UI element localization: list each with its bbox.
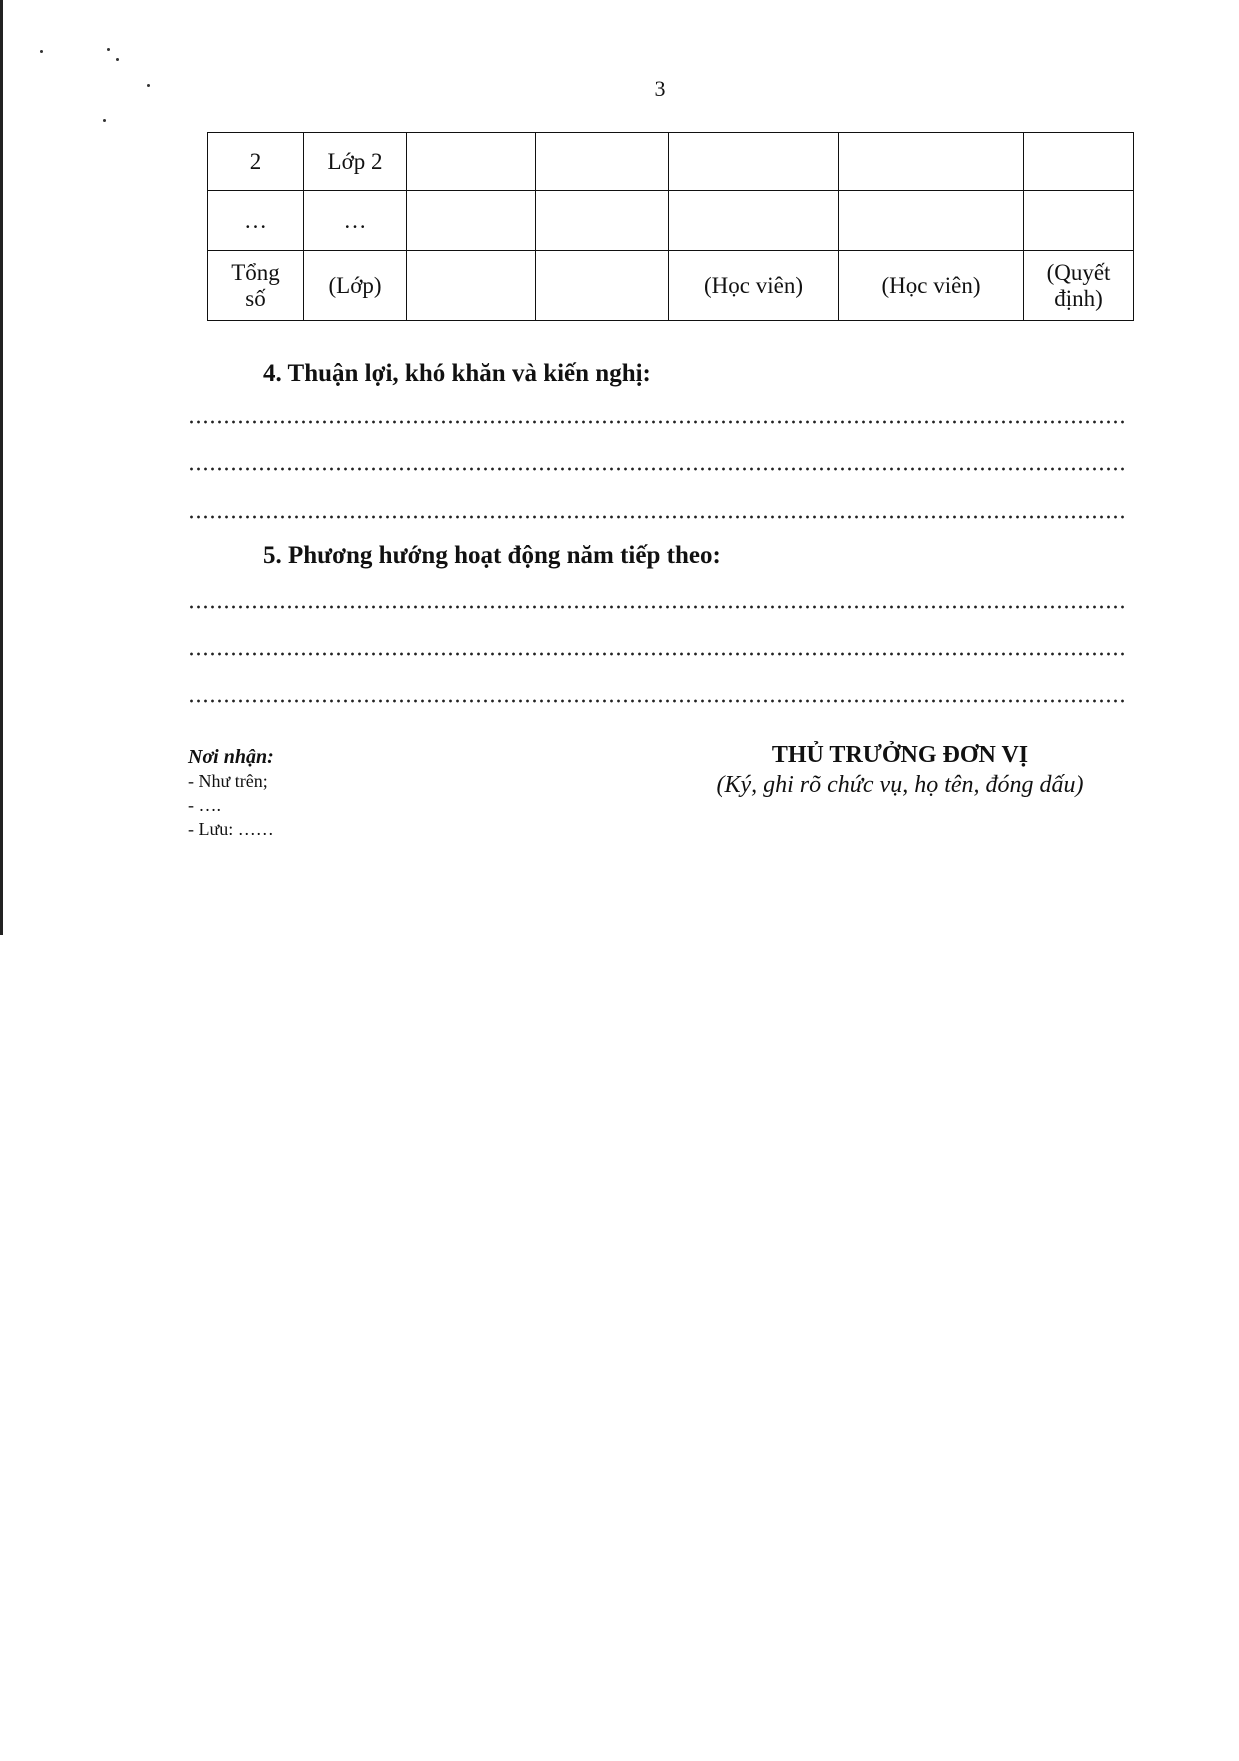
table-cell: (Quyết định) bbox=[1024, 251, 1134, 321]
scan-edge-line bbox=[0, 0, 3, 935]
table-cell bbox=[1024, 133, 1134, 191]
signature-role: THỦ TRƯỞNG ĐƠN VỊ bbox=[771, 742, 1029, 768]
dotted-fill-line bbox=[188, 419, 1128, 425]
recipient-item: - Như trên; bbox=[188, 771, 268, 791]
table-cell bbox=[407, 133, 536, 191]
section4-heading: 4. Thuận lợi, khó khăn và kiến nghị: bbox=[263, 360, 651, 387]
table-cell: (Học viên) bbox=[669, 251, 839, 321]
table-cell: (Lớp) bbox=[304, 251, 407, 321]
dotted-fill-line bbox=[188, 514, 1128, 520]
table-cell bbox=[536, 191, 669, 251]
table-cell bbox=[536, 133, 669, 191]
scan-speck bbox=[40, 50, 43, 53]
scan-speck bbox=[103, 119, 106, 122]
dotted-fill-line bbox=[188, 604, 1128, 610]
table-cell: … bbox=[304, 191, 407, 251]
signature-note: (Ký, ghi rõ chức vụ, họ tên, đóng dấu) bbox=[716, 772, 1084, 798]
recipient-item: - Lưu: …… bbox=[188, 819, 274, 839]
table-cell bbox=[669, 133, 839, 191]
table-cell bbox=[839, 191, 1024, 251]
table-cell: Tổng số bbox=[208, 251, 304, 321]
table-cell: … bbox=[208, 191, 304, 251]
report-table bbox=[207, 132, 1134, 321]
dotted-fill-line bbox=[188, 651, 1128, 657]
table-cell bbox=[839, 133, 1024, 191]
table-cell: (Học viên) bbox=[839, 251, 1024, 321]
signature-block bbox=[650, 742, 1150, 799]
table-cell bbox=[407, 191, 536, 251]
dotted-fill-line bbox=[188, 698, 1128, 704]
table-row bbox=[208, 133, 1134, 191]
table-row bbox=[208, 191, 1134, 251]
dotted-fill-line bbox=[188, 466, 1128, 472]
table-cell bbox=[407, 251, 536, 321]
table-cell bbox=[1024, 191, 1134, 251]
recipients-title: Nơi nhận: bbox=[188, 746, 274, 768]
table-cell: 2 bbox=[208, 133, 304, 191]
table-total-row bbox=[208, 251, 1134, 321]
table-cell bbox=[669, 191, 839, 251]
page-number: 3 bbox=[654, 76, 666, 101]
recipients-block bbox=[188, 745, 274, 841]
table-cell: Lớp 2 bbox=[304, 133, 407, 191]
section5-heading: 5. Phương hướng hoạt động năm tiếp theo: bbox=[263, 542, 721, 569]
table-cell bbox=[536, 251, 669, 321]
scan-speck bbox=[107, 48, 110, 51]
recipient-item: - …. bbox=[188, 795, 221, 815]
scan-speck bbox=[116, 58, 119, 61]
